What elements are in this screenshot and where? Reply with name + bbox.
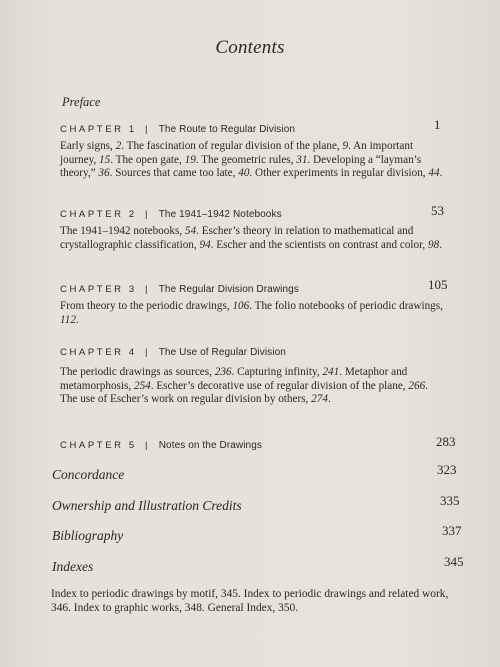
- chapter-number: 4: [128, 347, 137, 358]
- page-reference: 54: [184, 225, 197, 237]
- concordance-page: 323: [437, 462, 457, 477]
- chapter-word: CHAPTER: [60, 209, 124, 220]
- description-text: .: [439, 167, 443, 180]
- concordance-entry: Concordance: [52, 467, 125, 482]
- separator: |: [145, 124, 148, 135]
- chapter-3-heading: [60, 284, 299, 295]
- description-text: .: [439, 238, 442, 251]
- page-title: Contents: [215, 37, 285, 58]
- page-reference: 112: [60, 313, 76, 326]
- chapter-number: 2: [128, 209, 137, 220]
- separator: |: [145, 284, 148, 295]
- description-text: . The geometric rules,: [195, 153, 297, 166]
- description-text: . Metaphor and metamorphosis,: [60, 366, 408, 392]
- indexes-description: Index to periodic drawings by motif, 345. Index to periodic drawings and related work, 346. Index to graphic works, 348. General Index, 350.: [51, 588, 449, 614]
- chapter-number: 5: [128, 440, 137, 451]
- description-text: . Escher’s theory in relation to mathematical and crystallographic classification,: [60, 225, 414, 251]
- page-reference: 40: [238, 167, 250, 180]
- page-reference: 15: [99, 153, 111, 166]
- indexes-entry: Indexes: [52, 559, 94, 574]
- page-reference: 274: [311, 393, 328, 406]
- chapter-3-page: 105: [428, 277, 448, 292]
- description-text: . Escher and the scientists on contrast and color,: [210, 238, 429, 251]
- description-text: . The fascination of regular division of the plane,: [121, 140, 343, 152]
- description-text: . An important journey,: [60, 140, 414, 166]
- description-text: . The folio notebooks of periodic drawings,: [249, 300, 443, 312]
- chapter-title: The Route to Regular Division: [158, 124, 296, 135]
- description-text: The periodic drawings as sources,: [60, 366, 215, 378]
- description-text: Early signs,: [60, 140, 116, 152]
- description-text: . The use of Escher’s work on regular division by others,: [60, 379, 428, 406]
- description-text: . Developing a “layman’s theory,”: [60, 153, 422, 180]
- chapter-2-heading: [60, 209, 282, 220]
- page-reference: 98: [428, 238, 440, 251]
- description-text: .: [327, 393, 331, 406]
- page-reference: 2: [115, 140, 122, 152]
- description-text: . Capturing infinity,: [231, 366, 323, 378]
- chapter-1-page: 1: [434, 117, 441, 132]
- page-reference: 31: [296, 153, 308, 166]
- page-reference: 241: [322, 366, 340, 378]
- chapter-word: CHAPTER: [60, 284, 124, 295]
- bibliography-entry: Bibliography: [52, 528, 124, 543]
- chapter-1-description: [60, 140, 445, 181]
- ownership-credits-page: 335: [440, 493, 460, 508]
- page-reference: 19: [184, 153, 196, 166]
- separator: |: [145, 347, 148, 358]
- chapter-title: The Use of Regular Division: [158, 347, 286, 358]
- page-reference: 236: [214, 366, 232, 378]
- chapter-title: Notes on the Drawings: [158, 440, 262, 451]
- description-text: . The open gate,: [110, 153, 185, 166]
- description-text: . Sources that came too late,: [109, 167, 239, 180]
- page-reference: 9: [342, 140, 349, 152]
- separator: |: [145, 440, 148, 451]
- description-text: . Escher’s decorative use of regular division of the plane,: [150, 379, 409, 392]
- chapter-2-description: [60, 225, 445, 252]
- page-reference: 266: [408, 379, 426, 392]
- chapter-1-heading: [60, 124, 295, 135]
- chapter-title: The 1941–1942 Notebooks: [158, 209, 282, 220]
- page-reference: 44: [428, 167, 440, 180]
- description-text: .: [75, 313, 79, 326]
- separator: |: [145, 209, 148, 220]
- page-reference: 94: [199, 238, 211, 251]
- page-reference: 106: [232, 300, 250, 312]
- bibliography-page: 337: [442, 523, 462, 538]
- chapter-4-heading: [60, 347, 286, 358]
- indexes-page: 345: [444, 554, 464, 569]
- chapter-number: 3: [128, 284, 137, 295]
- page-reference: 36: [98, 167, 110, 180]
- preface-entry: Preface: [62, 95, 101, 109]
- chapter-5-page: 283: [436, 434, 456, 449]
- chapter-word: CHAPTER: [60, 440, 124, 451]
- description-text: From theory to the periodic drawings,: [60, 300, 233, 312]
- ownership-credits-entry: Ownership and Illustration Credits: [52, 498, 242, 513]
- chapter-word: CHAPTER: [60, 124, 124, 135]
- chapter-title: The Regular Division Drawings: [158, 284, 299, 295]
- description-text: The 1941–1942 notebooks,: [60, 225, 185, 237]
- chapter-2-page: 53: [431, 203, 444, 218]
- page-reference: 254: [133, 379, 151, 392]
- chapter-4-description: [60, 366, 445, 407]
- description-text: . Other experiments in regular division,: [249, 167, 429, 180]
- chapter-number: 1: [128, 124, 137, 135]
- chapter-word: CHAPTER: [60, 347, 124, 358]
- chapter-3-description: [60, 300, 445, 327]
- chapter-5-heading: [60, 440, 262, 451]
